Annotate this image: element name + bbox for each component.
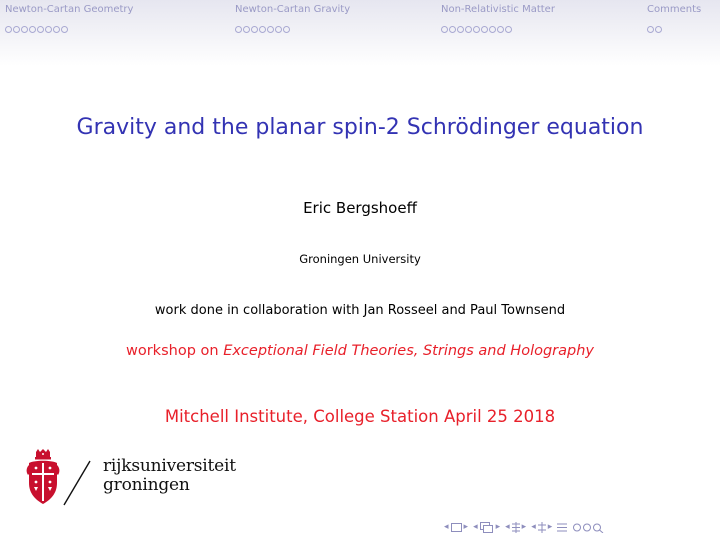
nav-dots-section-4[interactable] <box>647 26 662 33</box>
nav-dot[interactable] <box>243 26 250 33</box>
nav-dot[interactable] <box>481 26 488 33</box>
nav-dots-section-2[interactable] <box>235 26 290 33</box>
arrow-left-icon[interactable]: ◂ <box>473 522 478 532</box>
presentation-icon[interactable] <box>538 522 546 533</box>
nav-dot[interactable] <box>655 26 662 33</box>
workshop-prefix: workshop on <box>125 343 224 359</box>
nav-dot[interactable] <box>441 26 448 33</box>
workshop-name: Exceptional Field Theories, Strings and Holography <box>223 343 595 359</box>
nav-dot[interactable] <box>465 26 472 33</box>
navigation-bar <box>0 0 720 66</box>
university-wordmark <box>103 457 236 495</box>
search-icon[interactable] <box>572 522 604 533</box>
slide-title: Gravity and the planar spin-2 Schrödinger equation <box>76 115 644 140</box>
nav-dot[interactable] <box>473 26 480 33</box>
wordmark-line-2: groningen <box>103 475 190 495</box>
nav-section-newton-cartan-geometry[interactable]: Newton-Cartan Geometry <box>5 4 134 15</box>
nav-dot[interactable] <box>267 26 274 33</box>
arrow-left-icon[interactable]: ◂ <box>531 522 536 532</box>
section-icon[interactable] <box>512 522 520 533</box>
venue-date: Mitchell Institute, College Station April 25 2018 <box>164 407 556 426</box>
university-crest-icon <box>26 449 60 507</box>
nav-dot[interactable] <box>259 26 266 33</box>
nav-dots-section-3[interactable] <box>441 26 512 33</box>
arrow-left-icon[interactable]: ◂ <box>444 522 449 532</box>
section-navigation[interactable] <box>505 522 526 533</box>
logo-slash-icon <box>62 460 92 506</box>
nav-dot[interactable] <box>13 26 20 33</box>
nav-dot[interactable] <box>457 26 464 33</box>
arrow-right-icon[interactable]: ▸ <box>547 522 553 532</box>
arrow-right-icon[interactable]: ▸ <box>495 522 501 532</box>
nav-dot[interactable] <box>5 26 12 33</box>
nav-section-comments[interactable]: Comments <box>647 4 702 15</box>
nav-dot[interactable] <box>61 26 68 33</box>
nav-dot[interactable] <box>275 26 282 33</box>
nav-dot[interactable] <box>647 26 654 33</box>
institute: Groningen University <box>299 252 421 266</box>
frame-icon[interactable] <box>451 523 462 532</box>
nav-section-non-relativistic-matter[interactable]: Non-Relativistic Matter <box>441 4 555 15</box>
nav-dot[interactable] <box>251 26 258 33</box>
nav-dot[interactable] <box>497 26 504 33</box>
nav-dot[interactable] <box>37 26 44 33</box>
nav-dot[interactable] <box>235 26 242 33</box>
nav-dots-section-1[interactable] <box>5 26 68 33</box>
arrow-left-icon[interactable]: ◂ <box>505 522 510 532</box>
nav-dot[interactable] <box>53 26 60 33</box>
author-name: Eric Bergshoeff <box>303 199 417 217</box>
nav-section-newton-cartan-gravity[interactable]: Newton-Cartan Gravity <box>235 4 351 15</box>
nav-dot[interactable] <box>489 26 496 33</box>
arrow-right-icon[interactable]: ▸ <box>463 522 469 532</box>
workshop-line <box>0 343 720 359</box>
nav-dot[interactable] <box>21 26 28 33</box>
arrow-right-icon[interactable]: ▸ <box>521 522 527 532</box>
collaboration-note: work done in collaboration with Jan Rosseel and Paul Townsend <box>154 303 566 318</box>
nav-dot[interactable] <box>449 26 456 33</box>
appendix-icon[interactable] <box>557 522 567 533</box>
frame-navigation[interactable] <box>444 522 468 532</box>
nav-dot[interactable] <box>45 26 52 33</box>
wordmark-line-1: rijksuniversiteit <box>103 456 236 476</box>
beamer-navigation-controls <box>444 519 604 535</box>
subsection-icon[interactable] <box>480 522 494 533</box>
subsection-navigation[interactable] <box>473 522 500 533</box>
nav-dot[interactable] <box>283 26 290 33</box>
nav-dot[interactable] <box>505 26 512 33</box>
nav-dot[interactable] <box>29 26 36 33</box>
presentation-navigation[interactable] <box>531 522 552 533</box>
